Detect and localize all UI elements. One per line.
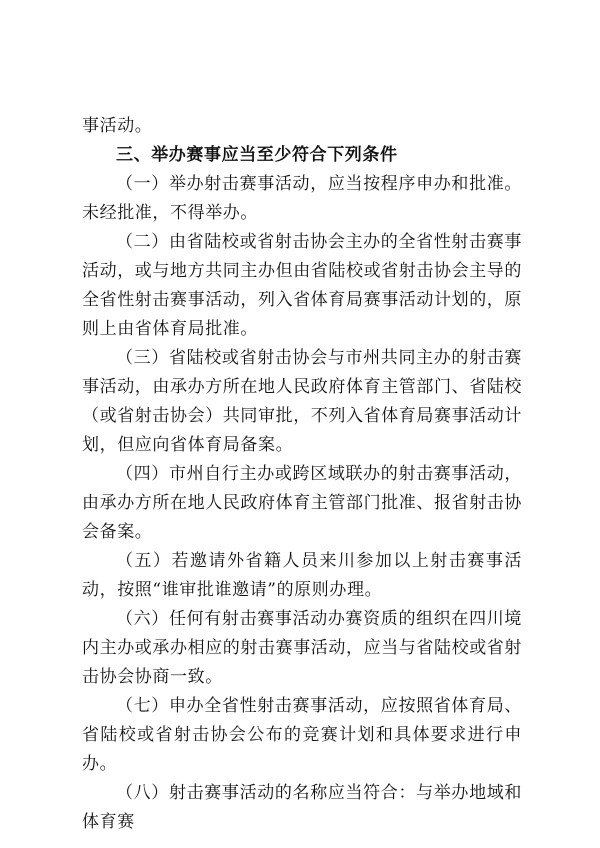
section-heading: 三、举办赛事应当至少符合下列条件 bbox=[116, 145, 398, 165]
paragraph-continuation: 事活动。 bbox=[82, 116, 153, 136]
paragraph-item-6: （六）任何有射击赛事活动办赛资质的组织在四川境内主办或承办相应的射击赛事活动，应当与省陆校或省射击协会协商一致。 bbox=[82, 609, 522, 687]
paragraph-item-2: （二）由省陆校或省射击协会主办的全省性射击赛事活动，或与地方共同主办但由省陆校或省射击协会主导的全省性射击赛事活动，列入省体育局赛事活动计划的，原则上由省体育局批准。 bbox=[82, 232, 522, 339]
paragraph-item-3: （三）省陆校或省射击协会与市州共同主办的射击赛事活动，由承办方所在地人民政府体育主管部门、省陆校（或省射击协会）共同审批，不列入省体育局赛事活动计划，但应向省体育局备案。 bbox=[82, 348, 522, 455]
paragraph-item-4: （四）市州自行主办或跨区域联办的射击赛事活动，由承办方所在地人民政府体育主管部门批准、报省射击协会备案。 bbox=[82, 464, 522, 542]
document-body bbox=[82, 112, 522, 837]
paragraph-item-8: （八）射击赛事活动的名称应当符合：与举办地域和体育赛 bbox=[82, 783, 522, 832]
paragraph-item-7: （七）申办全省性射击赛事活动，应按照省体育局、省陆校或省射击协会公布的竞赛计划和具体要求进行申办。 bbox=[82, 696, 522, 774]
paragraph-item-5: （五）若邀请外省籍人员来川参加以上射击赛事活动，按照“谁审批谁邀请”的原则办理。 bbox=[82, 551, 522, 600]
paragraph-item-1: （一）举办射击赛事活动，应当按程序申办和批准。未经批准，不得举办。 bbox=[82, 174, 522, 223]
